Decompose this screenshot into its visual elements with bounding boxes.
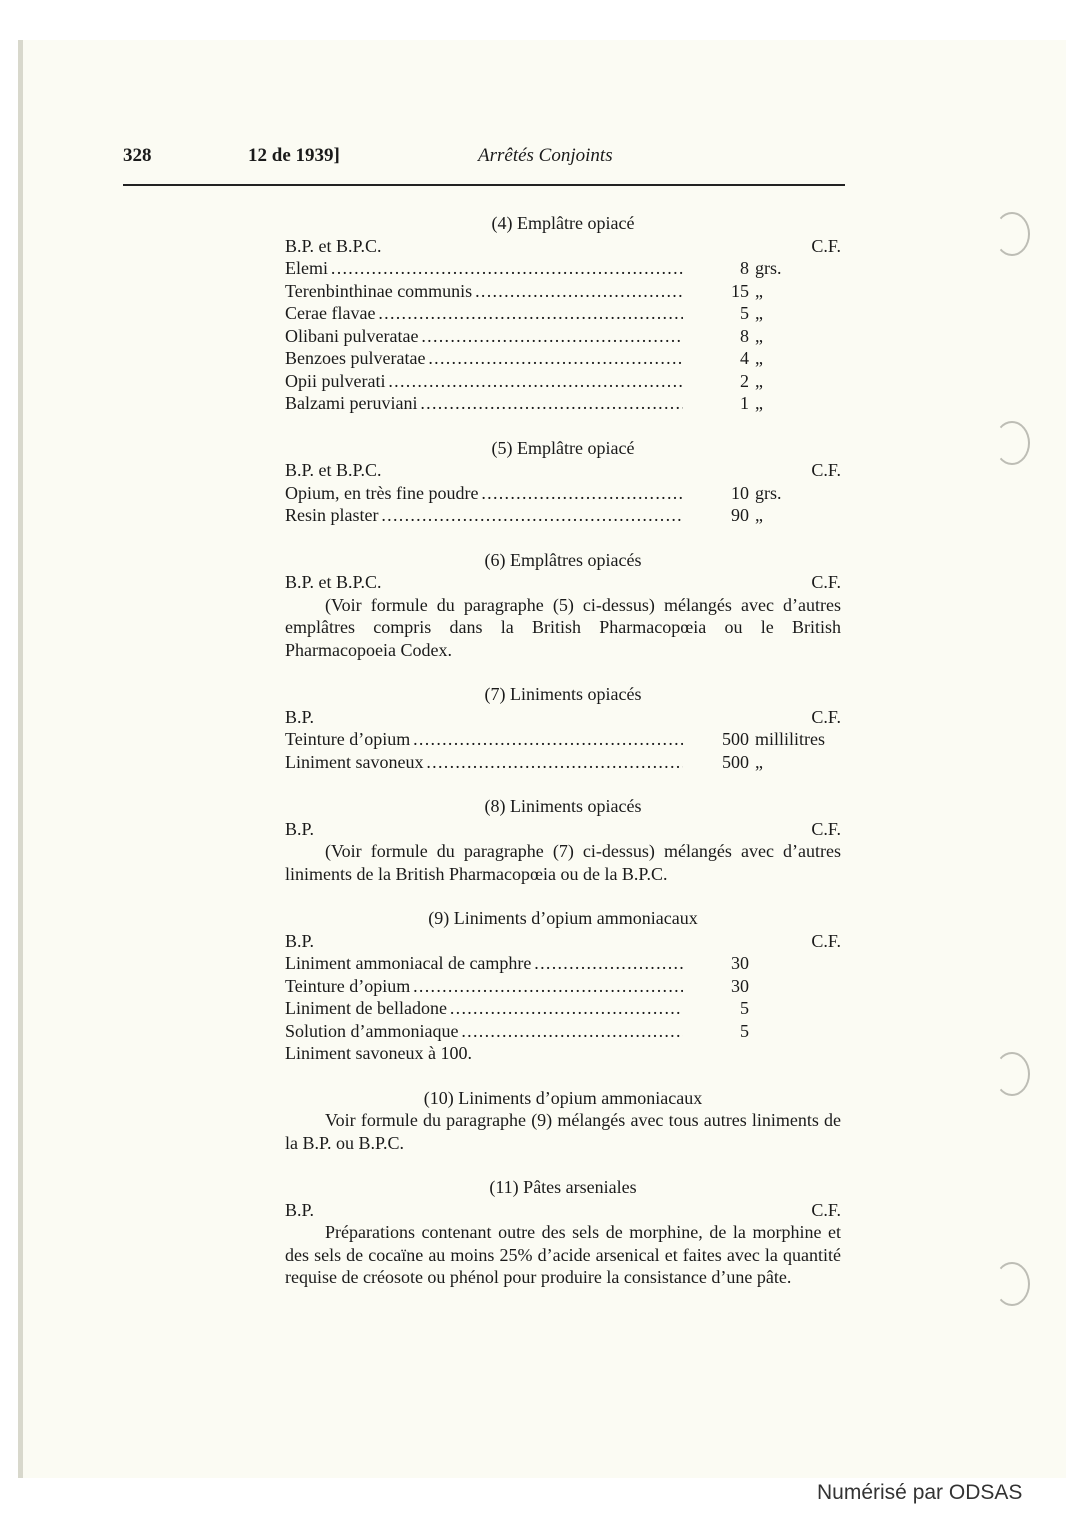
ingredient-name: Terenbinthinae communis . . . bbox=[285, 280, 683, 303]
codex-label: C.F. bbox=[811, 818, 841, 839]
pharmacopoeia-label: B.P. et B.P.C. bbox=[285, 460, 382, 480]
ingredient-row bbox=[285, 392, 841, 415]
digitized-by-footer: Numérisé par ODSAS bbox=[817, 1481, 1023, 1504]
quantity-unit: „ bbox=[755, 325, 763, 346]
quantity-unit: millilitres bbox=[755, 729, 825, 749]
ingredient-quantity bbox=[715, 325, 763, 348]
section-title: (10) Liniments d’opium ammoniacaux bbox=[423, 1087, 703, 1108]
section bbox=[285, 683, 841, 773]
ingredient-row bbox=[285, 751, 841, 774]
section bbox=[285, 1087, 841, 1155]
section-column-headers bbox=[285, 235, 841, 258]
quantity-value: 2 bbox=[740, 370, 749, 391]
quantity-value: 5 bbox=[740, 1020, 749, 1041]
section bbox=[285, 795, 841, 885]
section-title: (6) Emplâtres opiacés bbox=[484, 549, 642, 570]
ingredient-name: Elemi . . . bbox=[285, 257, 683, 280]
quantity-value: 500 bbox=[722, 751, 749, 772]
section-paragraph: Préparations contenant outre des sels de morphine, de la morphine et des sels de cocaïne au moins 25% d’acide arsenical et faites avec la quantité requise de créosote ou phénol pour produire la consistance d’une pâte. bbox=[285, 1222, 841, 1287]
ingredient-quantity bbox=[715, 280, 763, 303]
binder-hole bbox=[994, 1052, 1030, 1096]
quantity-value: 5 bbox=[740, 303, 749, 323]
ingredient-name: Teinture d’opium . . . bbox=[285, 975, 683, 998]
codex-label: C.F. bbox=[811, 235, 841, 256]
ingredient-name: Cerae flavae . . . bbox=[285, 302, 683, 325]
ingredient-row bbox=[285, 280, 841, 303]
ingredient-name: Olibani pulveratae . . . bbox=[285, 325, 683, 348]
quantity-value: 15 bbox=[731, 280, 749, 301]
page-number: 328 bbox=[123, 145, 152, 166]
ingredient-name: Benzoes pulveratae . . . bbox=[285, 347, 683, 370]
section-title: (11) Pâtes arseniales bbox=[489, 1177, 637, 1197]
section-title: (4) Emplâtre opiacé bbox=[491, 213, 635, 233]
section-title: (7) Liniments opiacés bbox=[484, 684, 642, 704]
document-body bbox=[285, 212, 841, 1311]
codex-label: C.F. bbox=[811, 930, 841, 951]
running-header bbox=[123, 145, 843, 169]
ingredient-quantity bbox=[715, 975, 755, 998]
ingredient-name: Resin plaster . . . bbox=[285, 504, 683, 527]
ingredient-quantity bbox=[715, 392, 763, 415]
ingredient-row bbox=[285, 1020, 841, 1043]
codex-label: C.F. bbox=[811, 460, 841, 480]
section-column-headers bbox=[285, 818, 841, 841]
ingredient-row bbox=[285, 952, 841, 975]
quantity-value: 90 bbox=[731, 505, 749, 525]
ingredient-row bbox=[285, 347, 841, 370]
pharmacopoeia-label: B.P. bbox=[285, 706, 315, 727]
binder-hole bbox=[994, 1262, 1030, 1306]
ingredient-row bbox=[285, 325, 841, 348]
ingredient-row bbox=[285, 257, 841, 280]
quantity-value: 5 bbox=[740, 998, 749, 1018]
section-paragraph: Voir formule du paragraphe (9) mélangés avec tous autres liniments de la B.P. ou B.P.C. bbox=[285, 1110, 841, 1153]
quantity-value: 4 bbox=[740, 348, 749, 368]
section-title: (8) Liniments opiacés bbox=[484, 796, 642, 816]
page-edge bbox=[18, 40, 23, 1478]
quantity-unit: „ bbox=[755, 505, 763, 525]
section bbox=[285, 437, 841, 527]
quantity-unit: grs. bbox=[755, 482, 782, 503]
header-reference: 12 de 1939] bbox=[248, 145, 340, 166]
ingredient-name: Opium, en très fine poudre . . . bbox=[285, 482, 683, 505]
ingredient-row bbox=[285, 370, 841, 393]
quantity-unit: „ bbox=[755, 393, 763, 413]
quantity-unit: „ bbox=[755, 370, 763, 391]
ingredient-row bbox=[285, 975, 841, 998]
section-paragraph: (Voir formule du paragraphe (5) ci-dessus) mélangés avec d’autres emplâtres compris dans la British Pharmacopœia ou le British Pharmacopoeia Codex. bbox=[285, 594, 841, 660]
codex-label: C.F. bbox=[811, 572, 841, 592]
ingredient-quantity bbox=[715, 728, 825, 751]
section-column-headers bbox=[285, 459, 841, 482]
pharmacopoeia-label: B.P. et B.P.C. bbox=[285, 572, 382, 592]
ingredient-row bbox=[285, 504, 841, 527]
binder-hole bbox=[994, 212, 1030, 256]
ingredient-row bbox=[285, 997, 841, 1020]
section-column-headers bbox=[285, 706, 841, 729]
ingredient-name: Solution d’ammoniaque . . . bbox=[285, 1020, 683, 1043]
ingredient-name: Liniment ammoniacal de camphre . . . bbox=[285, 952, 683, 975]
section-title: (9) Liniments d’opium ammoniacaux bbox=[428, 908, 698, 928]
quantity-value: 10 bbox=[731, 482, 749, 503]
quantity-unit: „ bbox=[755, 348, 763, 368]
ingredient-quantity bbox=[715, 952, 755, 975]
ingredient-row bbox=[285, 482, 841, 505]
quantity-unit: grs. bbox=[755, 258, 782, 278]
quantity-value: 30 bbox=[731, 953, 749, 973]
ingredient-name: Opii pulverati . . . bbox=[285, 370, 683, 393]
ingredient-quantity bbox=[715, 504, 763, 527]
quantity-unit: „ bbox=[755, 303, 763, 323]
section-title: (5) Emplâtre opiacé bbox=[491, 437, 635, 458]
section-note: Liniment savoneux à 100. bbox=[285, 1043, 472, 1063]
ingredient-name: Balzami peruviani . . . bbox=[285, 392, 683, 415]
section-paragraph: (Voir formule du paragraphe (7) ci-dessus) mélangés avec d’autres liniments de la British Pharmacopœia ou de la B.P.C. bbox=[285, 841, 841, 884]
header-rule bbox=[123, 184, 845, 186]
quantity-value: 1 bbox=[740, 393, 749, 413]
ingredient-quantity bbox=[715, 482, 782, 505]
quantity-unit: „ bbox=[755, 751, 763, 772]
section bbox=[285, 549, 841, 662]
ingredient-quantity bbox=[715, 302, 763, 325]
quantity-unit: „ bbox=[755, 280, 763, 301]
ingredient-quantity bbox=[715, 751, 763, 774]
ingredient-quantity bbox=[715, 347, 763, 370]
section bbox=[285, 907, 841, 1065]
ingredient-quantity bbox=[715, 1020, 755, 1043]
section bbox=[285, 1176, 841, 1289]
ingredient-quantity bbox=[715, 257, 782, 280]
section-column-headers bbox=[285, 571, 841, 594]
pharmacopoeia-label: B.P. et B.P.C. bbox=[285, 235, 382, 256]
codex-label: C.F. bbox=[811, 1199, 841, 1220]
quantity-value: 30 bbox=[731, 975, 749, 996]
ingredient-quantity bbox=[715, 370, 763, 393]
ingredient-row bbox=[285, 302, 841, 325]
quantity-value: 8 bbox=[740, 325, 749, 346]
quantity-value: 8 bbox=[740, 258, 749, 278]
codex-label: C.F. bbox=[811, 706, 841, 727]
binder-hole bbox=[994, 421, 1030, 465]
ingredient-name: Teinture d’opium . . . bbox=[285, 728, 683, 751]
section-column-headers bbox=[285, 930, 841, 953]
pharmacopoeia-label: B.P. bbox=[285, 818, 315, 839]
section bbox=[285, 212, 841, 415]
ingredient-name: Liniment savoneux . . . bbox=[285, 751, 683, 774]
ingredient-quantity bbox=[715, 997, 755, 1020]
header-title: Arrêtés Conjoints bbox=[478, 145, 613, 166]
ingredient-name: Liniment de belladone . . . bbox=[285, 997, 683, 1020]
ingredient-row bbox=[285, 728, 841, 751]
quantity-value: 500 bbox=[722, 729, 749, 749]
pharmacopoeia-label: B.P. bbox=[285, 1199, 315, 1220]
pharmacopoeia-label: B.P. bbox=[285, 930, 315, 951]
section-column-headers bbox=[285, 1199, 841, 1222]
